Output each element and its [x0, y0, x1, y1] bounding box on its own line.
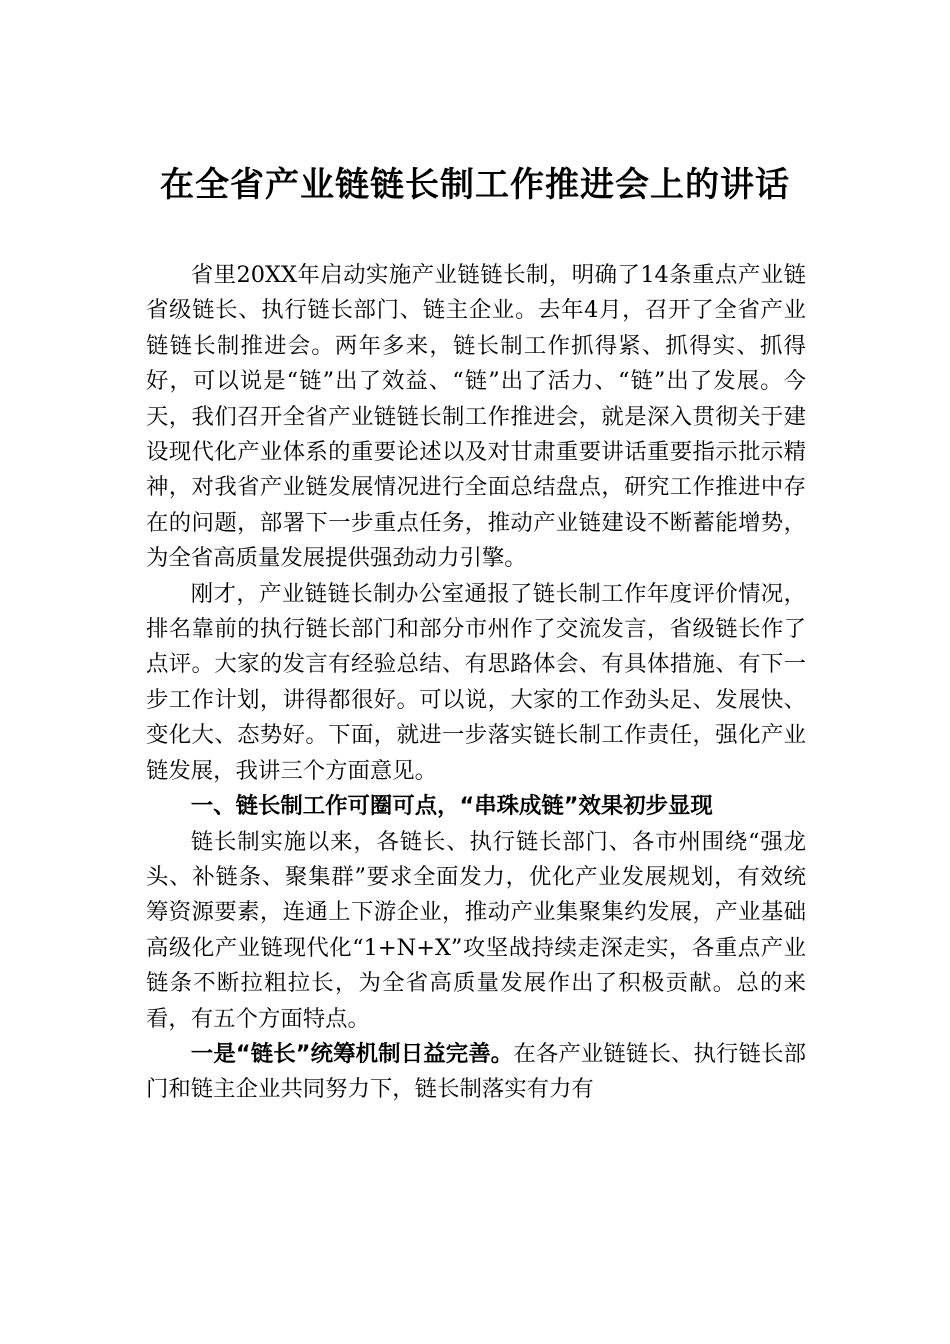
- point-text: 在各产业链链长、执行链长部门和链主企业共同努力下，链长制落实有力有: [146, 1040, 806, 1103]
- summary-paragraph: 刚才，产业链链长制办公室通报了链长制工作年度评价情况，排名靠前的执行链长部门和部分市州作了交流发言，省级链长作了点评。大家的发言有经验总结、有思路体会、有具体措施、有下一步工作计划，讲得都很好。可以说，大家的工作劲头足、发展快、变化大、态势好。下面，就进一步落实链长制工作责任，强化产业链发展，我讲三个方面意见。: [146, 580, 806, 784]
- section-heading: 一、链长制工作可圈可点，“串珠成链”效果初步显现: [190, 793, 713, 820]
- point-lead: 一是“链长”统筹机制日益完善。: [190, 1040, 514, 1067]
- intro-paragraph: 省里20XX年启动实施产业链链长制，明确了14条重点产业链省级链长、执行链长部门、链主企业。去年4月，召开了全省产业链链长制推进会。两年多来，链长制工作抓得紧、抓得实、抓得好，可以说是“链”出了效益、“链”出了活力、“链”出了发展。今天，我们召开全省产业链链长制工作推进会，就是深入贯彻关于建设现代化产业体系的重要论述以及对甘肃重要讲话重要指示批示精神，对我省产业链发展情况进行全面总结盘点，研究工作推进中存在的问题，部署下一步重点任务，推动产业链建设不断蓄能增势，为全省高质量发展提供强劲动力引擎。: [146, 262, 806, 572]
- document-title: 在全省产业链链长制工作推进会上的讲话: [160, 165, 790, 205]
- section-paragraph: 链长制实施以来，各链长、执行链长部门、各市州围绕“强龙头、补链条、聚集群”要求全面发力，优化产业发展规划，有效统筹资源要素，连通上下游企业，推动产业集聚集约发展，产业基础高级化产业链现代化“1+N+X”攻坚战持续走深走实，各重点产业链条不断拉粗拉长，为全省高质量发展作出了积极贡献。总的来看，有五个方面特点。: [146, 828, 806, 1032]
- document-body: [146, 258, 806, 1108]
- point-paragraph: [146, 1037, 806, 1108]
